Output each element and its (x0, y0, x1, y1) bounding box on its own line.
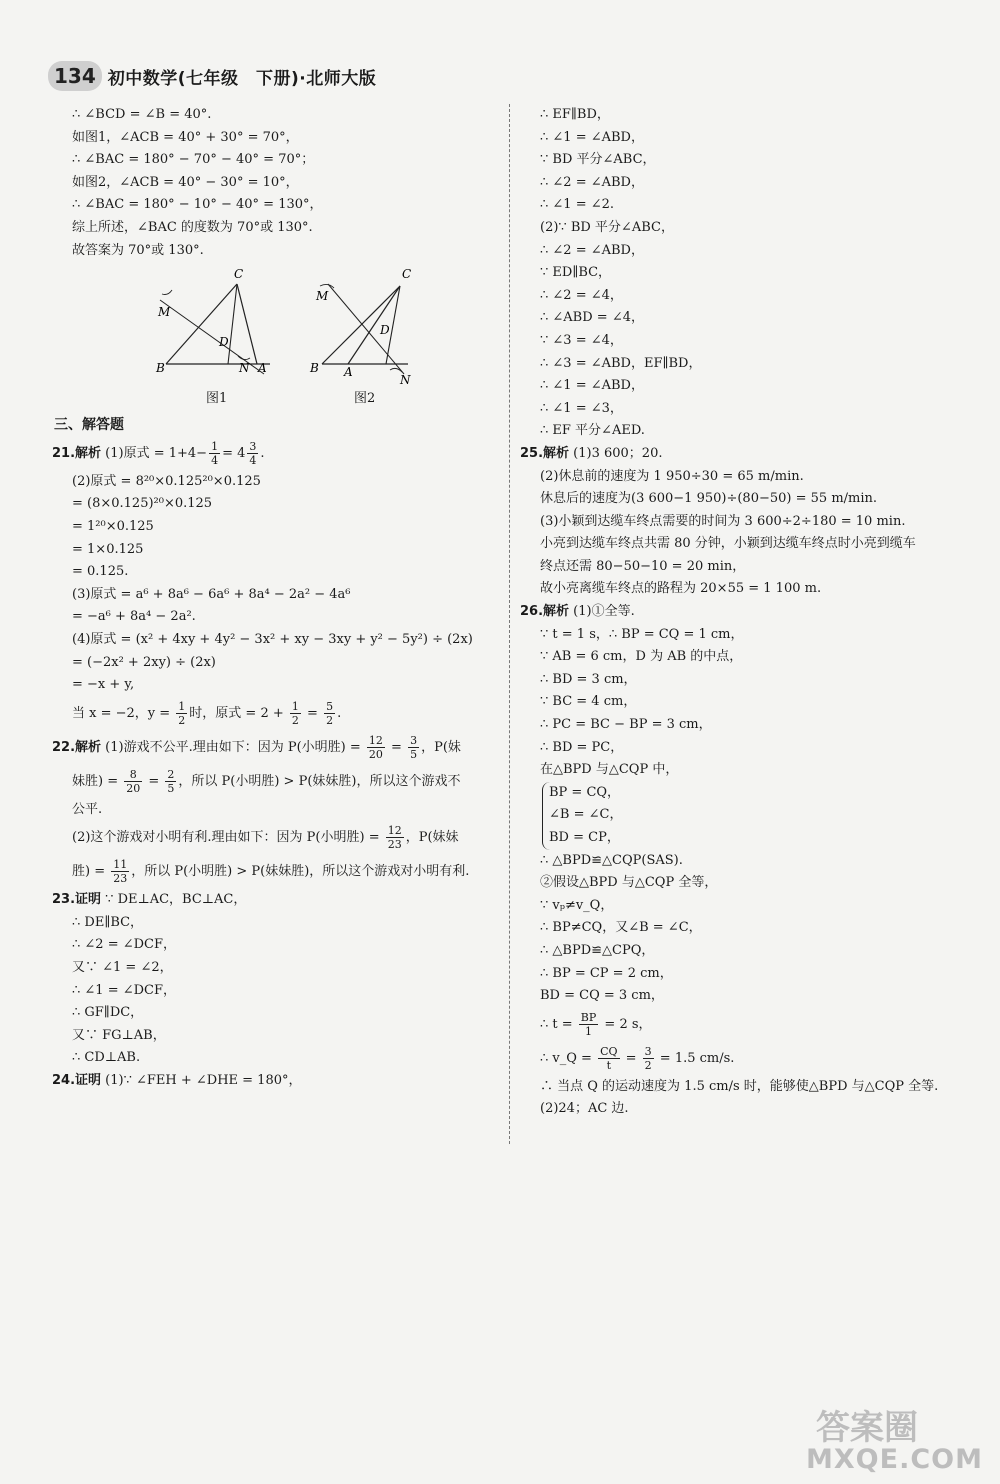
text-line: 终点还需 80−50−10 = 20 min， (540, 558, 746, 574)
text-span: . (260, 445, 265, 461)
q26-t-line (540, 1008, 970, 1042)
fraction (176, 700, 187, 727)
fig2-label-b: B (310, 361, 319, 376)
text-line: ∴ ∠1 = ∠2. (540, 197, 615, 213)
fraction (324, 700, 335, 727)
right-column (520, 104, 970, 1121)
text-line: ∴ DE∥BC， (72, 914, 144, 930)
text-line: 故答案为 70°或 130°. (72, 242, 204, 258)
text-span: 当 x = −2，y = (72, 705, 175, 721)
text-line: ∴ △BPD≌△CQP(SAS). (540, 852, 683, 868)
denominator: 2 (644, 1058, 652, 1072)
text-line: ∴ GF∥DC， (72, 1005, 144, 1021)
text-span: 妹胜) = (72, 773, 123, 789)
q25-line-1 (520, 443, 970, 466)
page-header (48, 58, 376, 94)
numerator: 3 (644, 1044, 652, 1058)
fig2-label-n: N (400, 373, 411, 387)
text-line: ∴ ∠2 = ∠DCF， (72, 937, 177, 953)
text-span: (2)这个游戏对小明有利.理由如下：因为 P(小明胜) = (72, 830, 384, 846)
text-line: ∴ EF∥BD， (540, 107, 610, 122)
numerator: 1 (211, 439, 219, 453)
text-line: (2)24；AC 边. (540, 1101, 629, 1117)
text-span: ∵ DE⊥AC，BC⊥AC， (105, 892, 247, 908)
text-span: ∴ v_Q = (540, 1050, 597, 1066)
text-line: 故小亮离缆车终点的路程为 20×55 = 1 100 m. (540, 581, 822, 597)
book-title: 初中数学(七年级 下册)·北师大版 (107, 68, 377, 89)
q26-v-line (540, 1042, 970, 1076)
q24-line-1 (52, 1070, 500, 1093)
denominator: 4 (249, 453, 257, 467)
figure-1-caption: 图1 (206, 391, 228, 407)
fig1-label-c: C (234, 267, 244, 282)
denominator: 1 (585, 1024, 593, 1038)
text-line: ∴ PC = BC − BP = 3 cm， (540, 717, 712, 733)
q22-line-2 (72, 765, 500, 799)
text-line: (2)∵ BD 平分∠ABC， (540, 219, 674, 235)
text-line: ∴ ∠1 = ∠ABD， (540, 129, 644, 145)
text-span: (1)①全等. (573, 604, 635, 620)
column-divider (509, 104, 510, 1144)
denominator: 4 (211, 453, 219, 467)
question-label: 23.证明 (52, 892, 102, 908)
denominator: 23 (113, 872, 128, 886)
text-span: 胜) = (72, 864, 110, 880)
text-line: ∵ ED∥BC， (540, 265, 612, 281)
text-line: (2)原式 = 8²⁰×0.125²⁰×0.125 (72, 473, 261, 489)
text-line: ∴ CD⊥AB. (72, 1050, 141, 1066)
text-line: 如图2，∠ACB = 40° − 30° = 10°， (72, 174, 299, 190)
numerator: 5 (326, 699, 334, 713)
figure-2 (308, 264, 418, 407)
text-line: ∴ △BPD≌△CPQ， (540, 942, 655, 958)
text-line: 公平. (72, 801, 103, 817)
question-label: 21.解析 (52, 445, 102, 461)
fig2-label-m: M (316, 289, 329, 304)
page-number: 134 (48, 61, 102, 91)
text-span: ，P(妹妹 (405, 830, 459, 846)
text-span: ∴ t = (540, 1016, 577, 1032)
text-line: = 1²⁰×0.125 (72, 518, 154, 534)
text-span: = (386, 739, 407, 755)
denominator: 2 (291, 713, 299, 727)
numerator: BP (580, 1010, 597, 1024)
fig2-label-d: D (380, 323, 390, 338)
text-line: ∴ ∠1 = ∠DCF， (72, 982, 177, 998)
q22-line-4 (72, 821, 500, 855)
watermark-logo (800, 1400, 996, 1480)
text-line: 小亮到达缆车终点共需 80 分钟，小颖到达缆车终点时小亮到缆车 (540, 536, 916, 552)
text-span: = (144, 773, 164, 789)
text-span: ，P(妹 (421, 739, 461, 755)
text-line: = (8×0.125)²⁰×0.125 (72, 496, 213, 512)
text-line: BP = CQ， (549, 784, 621, 800)
left-column (52, 104, 500, 1093)
figure-1 (152, 264, 282, 407)
fraction (367, 734, 385, 761)
text-line: = −a⁶ + 8a⁴ − 2a². (72, 609, 196, 625)
text-line: ∠B = ∠C， (549, 807, 623, 823)
text-line: = (−2x² + 2xy) ÷ (2x) (72, 654, 216, 670)
fig1-label-n: N (239, 361, 250, 376)
question-label: 25.解析 (520, 445, 570, 461)
text-span: = 4 (222, 445, 246, 461)
text-line: (3)原式 = a⁶ + 8a⁶ − 6a⁶ + 8a⁴ − 2a² − 4a⁶ (72, 586, 351, 602)
text-line: ∴ ∠1 = ∠ABD， (540, 378, 644, 394)
text-line: 又∵ ∠1 = ∠2， (72, 960, 173, 976)
text-line: ∴ ∠BCD = ∠B = 40°. (72, 107, 212, 122)
fig1-label-d: D (219, 335, 229, 350)
q22-line-5 (72, 855, 500, 889)
watermark-url: MXQE.COM (806, 1444, 983, 1475)
numerator: CQ (600, 1044, 618, 1058)
question-label: 22.解析 (52, 739, 102, 755)
text-line: 综上所述，∠BAC 的度数为 70°或 130°. (72, 219, 313, 235)
figure-2-caption: 图2 (354, 391, 376, 407)
text-line: ∵ BC = 4 cm， (540, 694, 637, 710)
numerator: 12 (368, 733, 383, 747)
fig1-label-a: A (258, 361, 267, 376)
text-span: = 2 s， (600, 1016, 652, 1032)
numerator: 12 (387, 824, 402, 838)
denominator: t (606, 1058, 611, 1072)
fig2-label-c: C (402, 267, 412, 282)
text-span: (1)原式 = 1+4− (105, 445, 208, 461)
text-line: ∴ ∠ABD = ∠4， (540, 310, 644, 326)
text-span: ，所以 P(小明胜) > P(妹妹胜)，所以这个游戏不 (178, 773, 461, 789)
q22-line-1 (52, 731, 500, 765)
denominator: 23 (387, 838, 402, 852)
q23-line-1 (52, 889, 500, 912)
fig1-label-m: M (158, 305, 171, 320)
text-line: ∴ ∠BAC = 180° − 70° − 40° = 70°； (72, 152, 315, 168)
text-span: ，所以 P(小明胜) > P(妹妹胜)，所以这个游戏对小明有利. (131, 864, 470, 880)
denominator: 2 (326, 713, 334, 727)
fraction (165, 768, 176, 795)
q21-last-line (72, 697, 500, 731)
text-line: BD = CP， (549, 830, 620, 845)
text-span: = (621, 1050, 641, 1066)
text-line: 又∵ FG⊥AB， (72, 1027, 166, 1043)
text-span: = (302, 705, 323, 721)
text-line: (3)小颖到达缆车终点需要的时间为 3 600÷2÷180 = 10 min. (540, 513, 906, 529)
fraction (579, 1011, 599, 1038)
figure-1-drawing (152, 264, 282, 384)
text-line: ∵ AB = 6 cm，D 为 AB 的中点， (540, 649, 743, 665)
numerator: 8 (124, 768, 142, 782)
text-line: ∴ BD = PC， (540, 739, 624, 755)
section-title: 三、解答题 (54, 417, 124, 434)
text-line: ∴ 当点 Q 的运动速度为 1.5 cm/s 时，能够使△BPD 与△CQP 全等. (540, 1078, 939, 1094)
text-line: ∵ t = 1 s，∴ BP = CQ = 1 cm， (540, 626, 744, 642)
watermark-text: 答案圈 (816, 1408, 918, 1448)
text-line: ∵ BD 平分∠ABC， (540, 152, 656, 168)
text-line: ∴ ∠BAC = 180° − 10° − 40° = 130°， (72, 197, 323, 213)
numerator: 3 (410, 733, 418, 747)
fraction (643, 1045, 654, 1072)
fraction (209, 440, 220, 467)
denominator: 5 (410, 747, 418, 761)
numerator: 11 (113, 858, 128, 872)
text-span: = 1.5 cm/s. (655, 1050, 735, 1066)
text-line: ∴ ∠1 = ∠3， (540, 400, 623, 416)
question-label: 26.解析 (520, 604, 570, 620)
text-line: BD = CQ = 3 cm， (540, 988, 664, 1004)
text-line: ②假设△BPD 与△CQP 全等， (540, 875, 718, 891)
text-line: ∴ ∠2 = ∠4， (540, 287, 623, 303)
fig1-label-b: B (156, 361, 165, 376)
figures (72, 264, 500, 410)
fraction (290, 700, 301, 727)
numerator: 3 (249, 439, 257, 453)
q26-line-1 (520, 601, 970, 624)
fraction (124, 768, 142, 795)
fraction (111, 858, 129, 885)
equation-system (542, 782, 970, 850)
fraction (247, 440, 258, 467)
denominator: 2 (178, 713, 186, 727)
text-span: (1)游戏不公平.理由如下：因为 P(小明胜) = (105, 739, 365, 755)
text-line: (2)休息前的速度为 1 950÷30 = 65 m/min. (540, 468, 804, 484)
text-line: ∴ EF 平分∠AED. (540, 423, 645, 439)
text-line: ∴ ∠2 = ∠ABD， (540, 174, 644, 190)
denominator: 20 (126, 781, 141, 795)
fraction (386, 824, 404, 851)
text-line: ∵ vₚ≠v_Q， (540, 897, 614, 913)
question-label: 24.证明 (52, 1073, 102, 1089)
fraction (598, 1045, 619, 1072)
numerator: 1 (291, 699, 299, 713)
text-span: . (337, 705, 342, 721)
text-line: = −x + y, (72, 677, 135, 693)
text-line: ∵ ∠3 = ∠4， (540, 332, 623, 348)
text-span: 时，原式 = 2 + (189, 705, 288, 721)
fig2-label-a: A (344, 365, 353, 380)
text-line: 休息后的速度为(3 600−1 950)÷(80−50) = 55 m/min. (540, 491, 878, 507)
text-line: (4)原式 = (x² + 4xy + 4y² − 3x² + xy − 3xy + y² − 5y²) ÷ (2x) (72, 631, 473, 647)
text-line: ∴ BD = 3 cm， (540, 671, 637, 687)
text-line: 在△BPD 与△CQP 中， (540, 762, 679, 778)
text-line: ∴ ∠2 = ∠ABD， (540, 242, 644, 258)
text-line: = 0.125. (72, 564, 129, 580)
text-line: = 1×0.125 (72, 541, 144, 557)
fraction (408, 734, 419, 761)
text-span: (1)∵ ∠FEH + ∠DHE = 180°， (105, 1073, 302, 1089)
numerator: 1 (178, 699, 186, 713)
text-span: (1)3 600；20. (573, 445, 663, 461)
text-line: 如图1，∠ACB = 40° + 30° = 70°， (72, 129, 299, 145)
denominator: 5 (167, 781, 175, 795)
denominator: 20 (368, 747, 383, 761)
text-line: ∴ BP = CP = 2 cm， (540, 965, 673, 981)
numerator: 2 (167, 767, 175, 781)
text-line: ∴ ∠3 = ∠ABD，EF∥BD， (540, 355, 702, 371)
q21-line-1 (52, 437, 500, 471)
text-line: ∴ BP≠CQ，又∠B = ∠C， (540, 920, 702, 936)
figure-2-drawing (308, 264, 418, 386)
